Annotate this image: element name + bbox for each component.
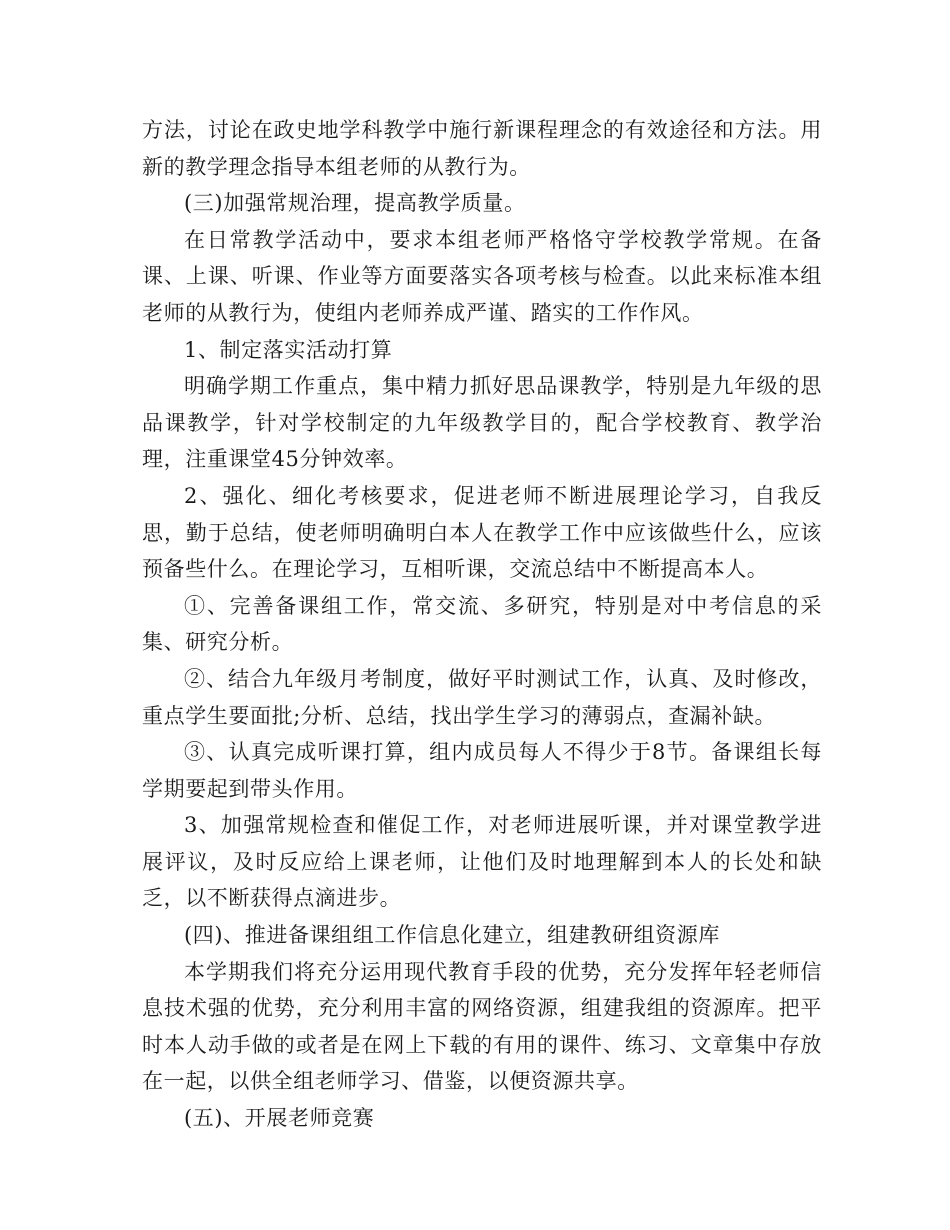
body-text <box>142 112 822 1137</box>
section-heading-5: (五)、开展老师竞赛 <box>184 1106 375 1131</box>
sub-list-item: ③、认真完成听课打算，组内成员每人不得少于8节。备课组长每学期要起到带头作用。 <box>142 740 822 801</box>
sub-list-item: ①、完善备课组工作，常交流、多研究，特别是对中考信息的采集、研究分析。 <box>142 593 822 655</box>
paragraph: 本学期我们将充分运用现代教育手段的优势，充分发挥年轻老师信息技术强的优势，充分利用丰富的网络资源，组建我组的资源库。把平时本人动手做的或者是在网上下载的有用的课件、练习、文章集中存放在一起，以供全组老师学习、借鉴，以便资源共享。 <box>142 959 822 1094</box>
paragraph-continuation: 方法，讨论在政史地学科教学中施行新课程理念的有效途径和方法。用新的教学理念指导本组老师的从教行为。 <box>142 118 822 179</box>
section-heading-4: (四)、推进备课组组工作信息化建立，组建教研组资源库 <box>184 923 720 948</box>
paragraph: 在日常教学活动中，要求本组老师严格恪守学校教学常规。在备课、上课、听课、作业等方面要落实各项考核与检查。以此来标准本组老师的从教行为，使组内老师养成严谨、踏实的工作作风。 <box>142 227 822 325</box>
list-item: 3、加强常规检查和催促工作，对老师进展听课，并对课堂教学进展评议，及时反应给上课老师，让他们及时地理解到本人的长处和缺乏，以不断获得点滴进步。 <box>142 813 822 911</box>
paragraph: 明确学期工作重点，集中精力抓好思品课教学，特别是九年级的思品课教学，针对学校制定的九年级教学目的，配合学校教育、教学治理，注重课堂45分钟效率。 <box>142 374 822 472</box>
section-heading-3: (三)加强常规治理，提高教学质量。 <box>184 191 526 216</box>
sub-list-item: ②、结合九年级月考制度，做好平时测试工作，认真、及时修改，重点学生要面批;分析、总结，找出学生学习的薄弱点，查漏补缺。 <box>142 666 822 728</box>
list-item: 2、强化、细化考核要求，促进老师不断进展理论学习，自我反思，勤于总结，使老师明确明白本人在教学工作中应该做些什么，应该预备些什么。在理论学习，互相听课，交流总结中不断提高本人。 <box>142 483 822 582</box>
list-item-heading: 1、制定落实活动打算 <box>184 337 393 362</box>
